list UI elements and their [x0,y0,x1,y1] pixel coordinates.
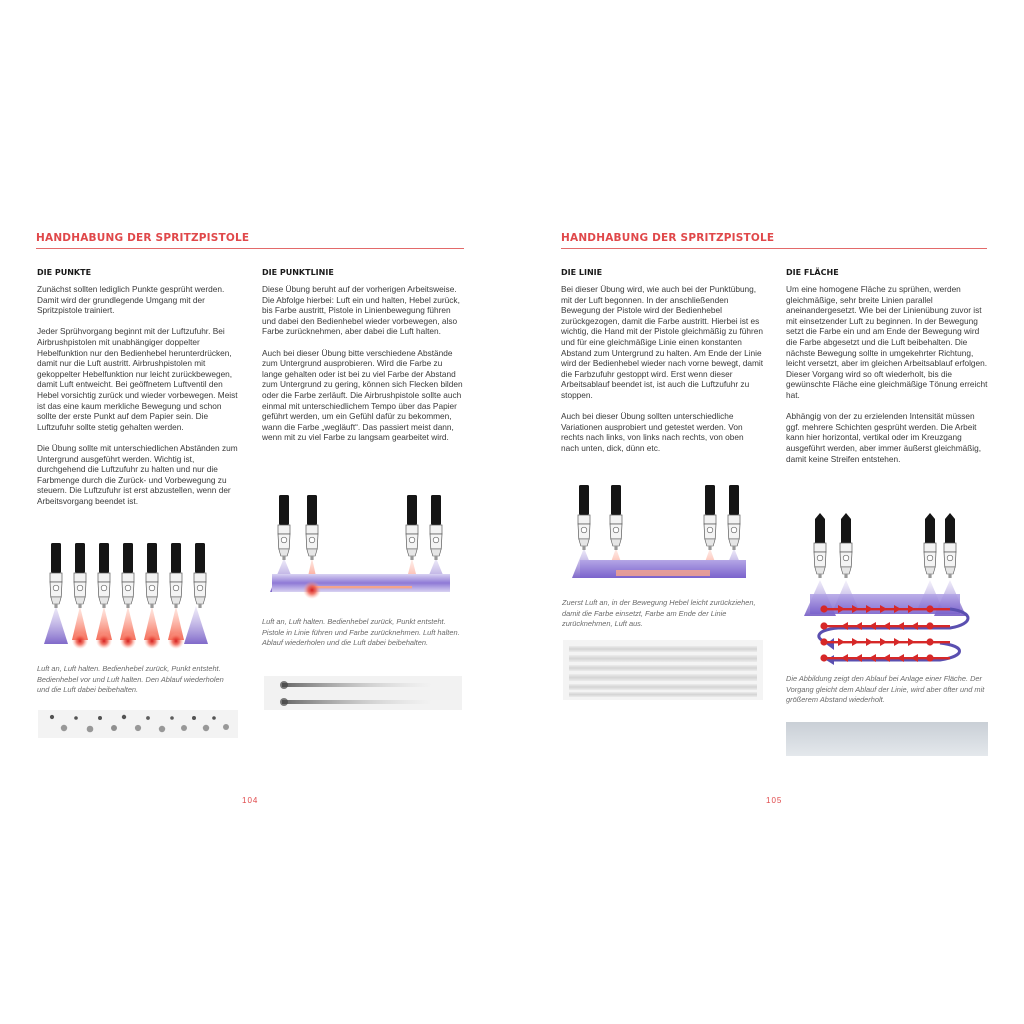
airbrush-gun-icon [50,543,62,608]
airbrush-gun-icon [74,543,86,608]
page-number-right: 105 [766,796,783,805]
paint-band [810,594,960,614]
paragraph: Abhängig von der zu erzielenden Intensität müssen ggf. mehrere Schichten gesprüht werden. Die Arbeit kann hier horizontal, vertikal oder im Kreuzgang ausgeführt werden, aber immer äußerst gleichmäßig, damit keine Streifen entstehen. [786,411,982,464]
airbrush-gun-icon [610,485,622,550]
airbrush-gun-icon [430,495,442,560]
paragraph: Bei dieser Übung wird, wie auch bei der Punktübung, mit der Luft begonnen. In der anschließenden Bewegung der Pistole wird der Bedienhebel zurückgezogen, damit die Farbe austritt. Hierbei ist es wichtig, die Hand mit der Pistole gleichmäßig zu führen und für eine gleichmäßige Linie einen konstanten Abstand zum Untergrund zu halten. Am Ende der Linie wird der Bedienhebel wieder nach vorne bewegt, damit die Farbzufuhr gestoppt wird. Erst wenn dieser Arbeitsablauf beendet ist, ist auch die Luftzufuhr zu stoppen. [561,284,764,400]
section-body-linie [561,284,763,464]
illustration-punkte [36,540,241,660]
paragraph: Jeder Sprühvorgang beginnt mit der Luftzufuhr. Bei Airbrushpistolen mit unabhängiger doppelter Hebelfunktion nur den Bedienhebel herunterdrücken, damit nur die Luft austritt. Airbrushpistolen mit gekoppelter Hebelfunktion nur leicht zurückbewegen, damit Luft entweicht. Bei geöffnetem Luftventil den Hebel vorsichtig zurück und wieder vorbewegen. Meist ist das eine kaum merkliche Bewegung und schon sollte der erste Punkt auf dem Papier sein. Die Luftzufuhr sollte stetig gehalten werden. [37,326,238,432]
sprayed-dot [280,681,288,689]
paragraph: Diese Übung beruht auf der vorherigen Arbeitsweise. Die Abfolge hierbei: Luft ein und halten, Hebel zurück, bis Farbe austritt, Pistole in Linienbewegung führen und dabei den Bedienhebel wieder vorbewegen, also Farbe zurücknehmen, aber dabei die Luft halten. [262,284,460,337]
section-heading-linie: DIE LINIE [561,268,603,277]
section-heading-flaeche: DIE FLÄCHE [786,268,839,277]
airbrush-gun-icon [194,543,206,608]
airbrush-gun-icon [728,485,740,550]
sample-dots-strip [38,710,238,738]
paragraph: Um eine homogene Fläche zu sprühen, werden gleichmäßige, sehr breite Linien parallel aneinandergesetzt. Wie bei der Linienübung zuvor ist mit einsetzender Luft zu beginnen. In der Bewegung setzt die Farbe ein und am Ende der Bewegung wird die Farbe abgesetzt und die Luft beibehalten. Die nächste Bewegung sollte in umgekehrter Richtung, leicht versetzt, aber im gleichen Arbeitsablauf erfolgen. Dieser Vorgang wird so oft wiederholt, bis die gewünschte Fläche eine gleichmäßige Tönung erreicht hat. [786,284,988,400]
airbrush-gun-icon [122,543,134,608]
page-heading-left: HANDHABUNG DER SPRITZPISTOLE [36,232,250,244]
sprayed-stroke [282,700,432,704]
red-dot [303,581,321,599]
section-heading-punkte: DIE PUNKTE [37,268,92,277]
sample-punktlinie-strip [264,676,462,710]
sample-flaeche-strip [786,722,988,756]
process-arrow [819,609,968,665]
sprayed-stroke [282,683,432,687]
page-heading-right: HANDHABUNG DER SPRITZPISTOLE [561,232,775,244]
airbrush-gun-icon [578,485,590,550]
section-heading-punktlinie: DIE PUNKTLINIE [262,268,334,277]
airbrush-gun-icon [924,513,936,578]
section-body-punktlinie [262,284,464,454]
airbrush-gun-icon [704,485,716,550]
caption-flaeche: Die Abbildung zeigt den Ablauf bei Anlage einer Fläche. Der Vorgang gleicht dem Ablauf der Linie, wird aber öfter und mit größerem Abstand wiederholt. [786,674,985,705]
section-body-flaeche [786,284,988,475]
airbrush-gun-icon [406,495,418,560]
paragraph: Auch bei dieser Übung sollten unterschiedliche Variationen ausprobiert und getestet werden. Von rechts nach links, von links nach rechts, von oben nach unten, dick, dünn etc. [561,411,744,453]
airbrush-gun-icon [146,543,158,608]
paint-line [616,570,710,576]
airbrush-gun-icon [98,543,110,608]
airbrush-gun-icon [170,543,182,608]
caption-punkte: Luft an, Luft halten. Bedienhebel zurück, Punkt entsteht. Bedienhebel vor und Luft halten. Den Ablauf wiederholen und die Luft dabei beibehalten. [37,664,224,695]
caption-punktlinie: Luft an, Luft halten. Bedienhebel zurück, Punkt entsteht. Pistole in Linie führen und Farbe zurücknehmen. Luft halten. Ablauf wiederholen und die Luft dabei beibehalten. [262,617,460,648]
airbrush-gun-icon [814,513,826,578]
air-path-band [272,574,450,592]
red-arrow-row [820,638,950,646]
airbrush-gun-icon [278,495,290,560]
airbrush-gun-icon [944,513,956,578]
page-number-left: 104 [242,796,259,805]
sample-linie-strip [563,640,763,700]
illustration-punktlinie [262,492,467,608]
airbrush-gun-icon [306,495,318,560]
illustration-linie [562,482,762,588]
red-dot [72,633,184,649]
caption-linie: Zuerst Luft an, in der Bewegung Hebel leicht zurückziehen, damit die Farbe einsetzt, Farbe am Ende der Linie zurücknehmen, Luft aus. [562,598,756,629]
paragraph: Auch bei dieser Übung bitte verschiedene Abstände zum Untergrund ausprobieren. Wird die Farbe zu lange gehalten oder ist bei zu viel Farbe der Abstand zum Untergrund zu gering, können sich Flecken bilden oder die Farbe zerläuft. Die Airbrushpistole sollte auch einmal mit unterschiedlichem Tempo über das Papier geführt werden, um ein Gefühl dafür zu bekommen, wann die Farbe „wegläuft“. Das passiert meist dann, wenn mit zu viel Farbe zu langsam gearbeitet wird. [262,347,463,443]
paragraph: Die Übung sollte mit unterschiedlichen Abständen zum Untergrund ausgeführt werden. Wichtig ist, durchgehend die Luftzufuhr zu halten und nur die Farbmenge durch die Zurück- und Vorbewegung zu steuern. Die Luftzufuhr ist erst abzustellen, wenn der Arbeitsvorgang beendet ist. [37,442,238,506]
section-body-punkte [37,284,239,517]
sprayed-dot [280,698,288,706]
heading-rule-right [561,248,987,249]
heading-rule-left [36,248,464,249]
illustration-flaeche [790,508,990,668]
paint-line [312,586,412,588]
paragraph: Zunächst sollten lediglich Punkte gesprüht werden. Damit wird der grundlegende Umgang mit der Spritzpistole trainiert. [37,284,225,316]
airbrush-gun-icon [840,513,852,578]
